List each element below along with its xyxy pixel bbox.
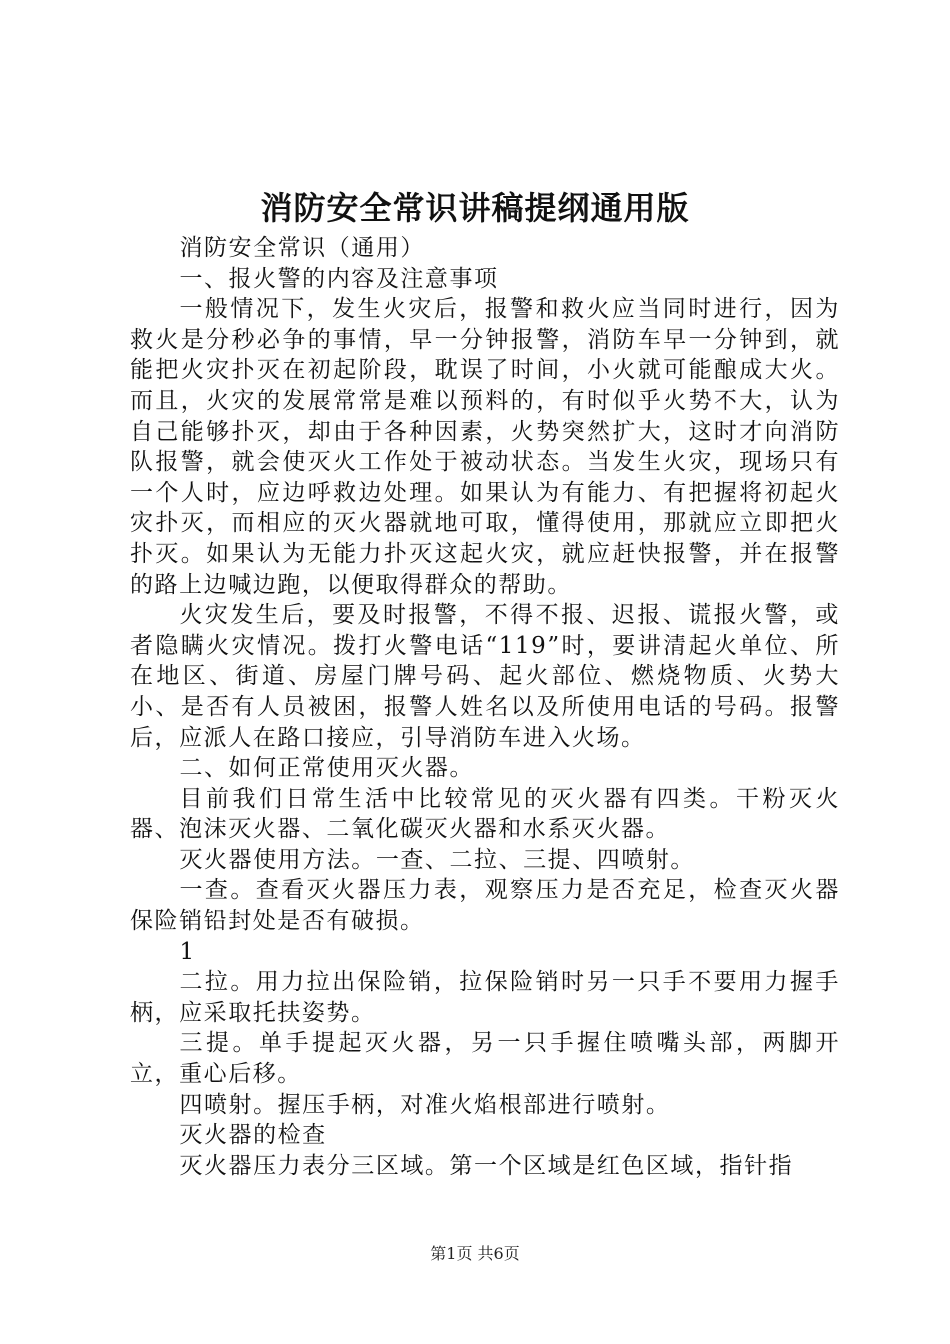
paragraph: 火灾发生后，要及时报警，不得不报、迟报、谎报火警，或者隐瞒火灾情况。拨打火警电话“119”时，要讲清起火单位、所在地区、街道、房屋门牌号码、起火部位、燃烧物质、火势大小、是否有人员被困，报警人姓名以及所使用电话的号码。报警后，应派人在路口接应，引导消防车进入火场。 [130, 602, 840, 751]
paragraph: 二拉。用力拉出保险销，拉保险销时另一只手不要用力握手柄，应采取托扶姿势。 [130, 969, 840, 1026]
paragraph: 一般情况下，发生火灾后，报警和救火应当同时进行，因为救火是分秒必争的事情，早一分钟报警，消防车早一分钟到，就能把火灾扑灭在初起阶段，耽误了时间，小火就可能酿成大火。而且，火灾的发展常常是难以预料的，有时似乎火势不大，认为自己能够扑灭，却由于各种因素，火势突然扩大，这时才向消防队报警，就会使灭火工作处于被动状态。当发生火灾，现场只有一个人时，应边呼救边处理。如果认为有能力、有把握将初起火灾扑灭，而相应的灭火器就地可取，懂得使用，那就应立即把火扑灭。如果认为无能力扑灭这起火灾，就应赶快报警，并在报警的路上边喊边跑，以便取得群众的帮助。 [130, 296, 840, 598]
paragraph: 灭火器的检查 [179, 1122, 327, 1149]
paragraph: 消防安全常识（通用） [179, 235, 425, 261]
document-body [130, 233, 840, 1181]
paragraph: 一查。查看灭火器压力表，观察压力是否充足，检查灭火器保险销铅封处是否有破损。 [130, 877, 840, 935]
paragraph: 灭火器使用方法。一查、二拉、三提、四喷射。 [179, 846, 695, 873]
paragraph: 目前我们日常生活中比较常见的灭火器有四类。干粉灭火器、泡沫灭火器、二氧化碳灭火器和水系灭火器。 [130, 785, 840, 843]
paragraph: 1 [179, 938, 196, 965]
section-heading: 一、报火警的内容及注意事项 [179, 265, 499, 292]
paragraph: 三提。单手提起灭火器，另一只手握住喷嘴头部，两脚开立，重心后移。 [130, 1030, 840, 1088]
section-heading: 二、如何正常使用灭火器。 [179, 755, 475, 782]
paragraph: 四喷射。握压手柄，对准火焰根部进行喷射。 [179, 1091, 671, 1118]
document-title: 消防安全常识讲稿提纲通用版 [260, 189, 690, 227]
paragraph: 灭火器压力表分三区域。第一个区域是红色区域，指针指 [179, 1152, 794, 1179]
page-footer: 第1页 共6页 [430, 1244, 520, 1263]
